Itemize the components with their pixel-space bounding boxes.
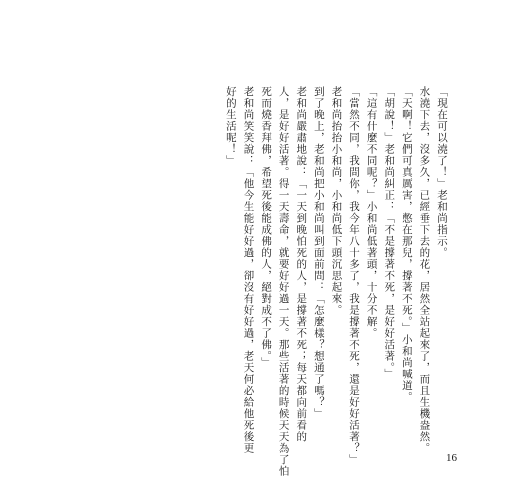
text-line: 好的生活呢！」 xyxy=(224,86,237,167)
text-line: 死而燒香拜佛，希望死後能成佛的人，絕對成不了佛。」 xyxy=(260,86,273,369)
text-line: 「胡說！」老和尚糾正：「不是撐著不死，是好好活著。」 xyxy=(383,86,396,380)
text-line: 人，是好好活著。得一天壽命，就要好好過一天。那些活著的時候天天為了怕 xyxy=(277,86,290,477)
vertical-text-body xyxy=(221,86,450,477)
text-line: 老和尚抬抬小和尚，小和尚低下頭沉思起來。 xyxy=(330,86,343,316)
page-number: 16 xyxy=(446,452,457,464)
text-line: 老和尚笑笑說：「他今生能好好過，卻沒有好好過，老天何必給他死後更 xyxy=(242,86,255,454)
text-line: 「這有什麼不同呢？」小和尚低著頭，十分不解。 xyxy=(365,86,378,339)
text-line: 老和尚嚴肅地說：「一天到晚怕死的人，是撐著不死；每天都向前看的 xyxy=(295,86,308,443)
text-line: 「當然不同，我問你，我今年八十多了，我是撐著不死，還是好好活著？」 xyxy=(348,86,361,466)
text-line: 水澆下去，沒多久，已經垂下去的花，居然全站起來了，而且生機盎然。 xyxy=(418,86,431,454)
text-line: 到了晚上，老和尚把小和尚叫到面前問：「怎麼樣？想通了嗎？」 xyxy=(312,86,325,420)
text-line: 「天啊！它們可真厲害，憋在那兒，撐著不死。」小和尚喊道。 xyxy=(400,86,413,403)
text-line: 「現在可以澆了！」老和尚指示。 xyxy=(436,86,448,259)
